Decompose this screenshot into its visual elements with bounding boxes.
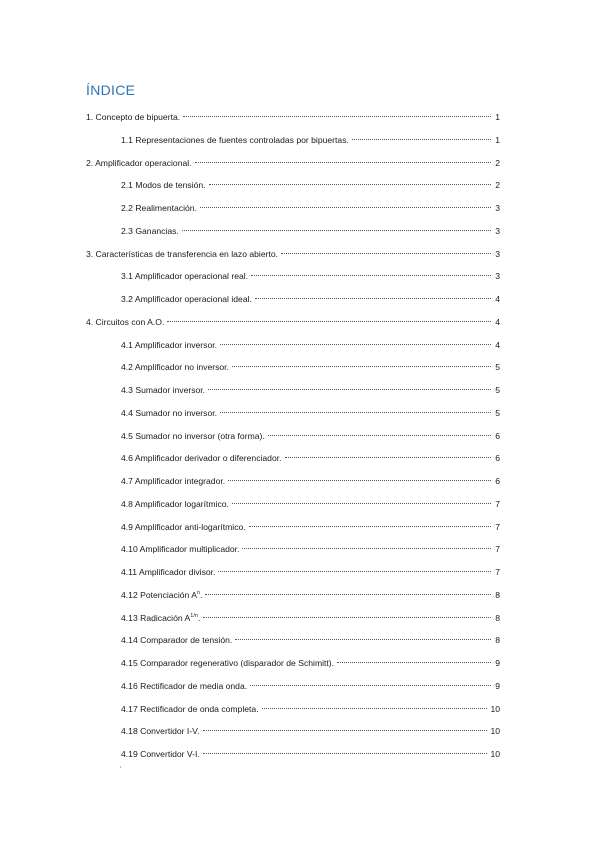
toc-entry[interactable]: [121, 383, 500, 397]
toc-page-number: 1: [495, 134, 500, 145]
toc-entry-text: 4.4 Sumador no inversor.: [121, 407, 218, 418]
toc-entry-text: 4.5 Sumador no inversor (otra forma).: [121, 430, 265, 441]
toc-page-number: 9: [495, 680, 500, 691]
toc-dot-leader: [200, 206, 491, 208]
toc-entry[interactable]: [121, 269, 500, 283]
toc-entry-label: [121, 383, 205, 397]
toc-dot-leader: [285, 456, 491, 458]
toc-entry-label: [121, 724, 200, 738]
toc-entry-text: 4.19 Convertidor V-I.: [121, 749, 200, 759]
toc-page-number: 5: [495, 362, 500, 373]
toc-entry-label: [121, 588, 202, 602]
toc-entry-text: 4.1 Amplificador inversor.: [121, 339, 218, 350]
toc-entry-text: 3.2 Amplificador operacional ideal.: [121, 294, 252, 304]
toc-entry[interactable]: [121, 724, 500, 738]
toc-entry-superscript: 1/n: [190, 612, 198, 619]
toc-entry-label: [121, 747, 200, 761]
toc-dot-leader: [251, 274, 491, 276]
toc-entry-text: 4. Circuitos con A.O.: [86, 316, 165, 327]
toc-entry[interactable]: [86, 247, 500, 261]
toc-entry-text: 4.9 Amplificador anti-logarítmico.: [121, 521, 246, 532]
toc-dot-leader: [262, 707, 488, 709]
toc-dot-leader: [249, 525, 491, 527]
toc-entry[interactable]: [121, 497, 500, 511]
toc-entry[interactable]: [121, 406, 500, 420]
toc-entry[interactable]: [121, 178, 500, 192]
toc-page-number: 10: [490, 703, 500, 714]
toc-page-number: 5: [495, 407, 500, 418]
toc-entry-label: [121, 338, 217, 352]
toc-entry-text: 4.17 Rectificador de onda completa.: [121, 703, 259, 714]
toc-page-number: 9: [495, 658, 500, 668]
toc-page-number: 7: [495, 544, 500, 555]
toc-entry-text: 4.11 Amplificador divisor.: [121, 567, 216, 577]
toc-page-number: 6: [495, 476, 500, 486]
toc-entry-label: [121, 474, 225, 488]
toc-page-number: 10: [490, 749, 500, 759]
toc-entry-text: 2.3 Ganancias.: [121, 225, 179, 236]
page-mark: [120, 766, 121, 768]
toc-entry-label: [121, 269, 248, 283]
toc-entry[interactable]: [86, 110, 500, 124]
toc-entry-label: [121, 133, 349, 147]
toc-entry-text: 4.12 Potenciación A: [121, 589, 197, 600]
toc-entry-text: 4.6 Amplificador derivador o diferenciador.: [121, 453, 282, 464]
toc-dot-leader: [268, 434, 491, 436]
toc-entry-label: [121, 656, 334, 670]
toc-entry-text: 2. Amplificador operacional.: [86, 157, 192, 168]
toc-page-number: 6: [495, 430, 500, 441]
toc-entry[interactable]: [121, 338, 500, 352]
toc-dot-leader: [218, 570, 491, 572]
toc-entry-superscript: n: [196, 589, 201, 596]
toc-dot-leader: [250, 684, 491, 686]
toc-entry[interactable]: [121, 679, 500, 693]
toc-entry-label: [121, 429, 265, 443]
toc-page-number: 5: [495, 385, 500, 395]
toc-entry-text: 4.3 Sumador inversor.: [121, 385, 206, 395]
toc-entry-label: [121, 406, 217, 420]
toc-entry-text: 4.7 Amplificador integrador.: [121, 476, 226, 486]
toc-page-number: 3: [495, 248, 500, 259]
toc-page-number: 8: [495, 635, 500, 646]
toc-entry-text: 1.1 Representaciones de fuentes controladas por bipuertas.: [121, 134, 349, 145]
toc-dot-leader: [228, 479, 491, 481]
toc-page-number: 4: [495, 294, 500, 304]
toc-entry[interactable]: [121, 542, 500, 556]
toc-entry-text-suffix: .: [200, 589, 203, 600]
toc-page-number: 7: [495, 567, 500, 577]
toc-entry-text: 4.10 Amplificador multiplicador.: [121, 544, 240, 555]
toc-entry-label: [121, 497, 229, 511]
toc-dot-leader: [182, 229, 491, 231]
toc-entry-label: [121, 451, 282, 465]
toc-entry-label: [121, 611, 200, 625]
toc-entry-text: 4.16 Rectificador de media onda.: [121, 680, 248, 691]
toc-dot-leader: [232, 365, 491, 367]
toc-entry-label: [86, 110, 180, 124]
toc-page-number: 7: [495, 521, 500, 532]
toc-page-number: 8: [495, 612, 500, 623]
toc-entry-text: 4.18 Convertidor I-V.: [121, 726, 200, 737]
toc-entry-text: 2.1 Modos de tensión.: [121, 180, 206, 191]
toc-dot-leader: [220, 411, 491, 413]
toc-entry-text: 4.15 Comparador regenerativo (disparador de Schimitt).: [121, 658, 335, 668]
toc-entry[interactable]: [121, 611, 500, 625]
toc-entry-text: 4.13 Radicación A: [121, 612, 191, 623]
toc-page-number: 6: [495, 453, 500, 464]
toc-page-number: 2: [495, 157, 500, 168]
toc-entry[interactable]: [121, 429, 500, 443]
toc-dot-leader: [242, 547, 491, 549]
toc-entry-text: 3.1 Amplificador operacional real.: [121, 271, 249, 282]
toc-page-number: 3: [495, 225, 500, 236]
toc-page-number: 7: [495, 498, 500, 509]
toc-entry-text: 1. Concepto de bipuerta.: [86, 112, 181, 122]
toc-entry[interactable]: [121, 201, 500, 215]
toc-entry-label: [121, 565, 215, 579]
toc-entry[interactable]: [121, 224, 500, 238]
toc-entry[interactable]: [121, 451, 500, 465]
toc-entry[interactable]: [121, 747, 500, 761]
toc-entry[interactable]: [121, 474, 500, 488]
toc-dot-leader: [235, 638, 491, 640]
toc-entry-label: [121, 360, 229, 374]
toc-title: ÍNDICE: [86, 82, 136, 98]
toc-dot-leader: [203, 616, 491, 618]
toc-dot-leader: [167, 320, 491, 322]
toc-dot-leader: [352, 138, 491, 140]
toc-entry[interactable]: [121, 633, 500, 647]
toc-page-number: 3: [495, 203, 500, 213]
toc-entry[interactable]: [121, 702, 500, 716]
toc-entry[interactable]: [86, 156, 500, 170]
toc-dot-leader: [203, 729, 488, 731]
toc-page-number: 3: [495, 271, 500, 282]
toc-entry-label: [121, 633, 232, 647]
toc-entry-label: [86, 247, 278, 261]
toc-dot-leader: [203, 752, 488, 754]
toc-entry-text: 4.8 Amplificador logarítmico.: [121, 498, 229, 509]
toc-entry-text: 4.2 Amplificador no inversor.: [121, 362, 229, 373]
toc-entry-label: [121, 224, 179, 238]
toc-entry[interactable]: [121, 565, 500, 579]
toc-entry-label: [121, 201, 197, 215]
toc-entry-label: [121, 520, 246, 534]
toc-page-number: 10: [490, 726, 500, 737]
toc-entry-text: 2.2 Realimentación.: [121, 203, 197, 213]
toc-entry-label: [86, 156, 192, 170]
toc-entry[interactable]: [121, 360, 500, 374]
toc-dot-leader: [183, 115, 491, 117]
toc-entry[interactable]: [86, 315, 500, 329]
toc-dot-leader: [209, 183, 491, 185]
toc-entry-text: 4.14 Comparador de tensión.: [121, 635, 233, 646]
toc-dot-leader: [205, 593, 491, 595]
toc-dot-leader: [220, 343, 491, 345]
toc-entry-label: [121, 702, 259, 716]
toc-dot-leader: [337, 661, 491, 663]
toc-page-number: 2: [495, 180, 500, 191]
toc-dot-leader: [281, 252, 491, 254]
toc-page-number: 8: [495, 589, 500, 600]
toc-entry-text: 3. Características de transferencia en lazo abierto.: [86, 248, 279, 259]
toc-page-number: 4: [495, 316, 500, 327]
toc-entry[interactable]: [121, 656, 500, 670]
toc-entry[interactable]: [121, 133, 500, 147]
toc-entry-text-suffix: .: [197, 612, 201, 623]
toc-entry-label: [121, 542, 239, 556]
toc-entry[interactable]: [121, 292, 500, 306]
toc-page-number: 1: [495, 112, 500, 122]
toc-entry[interactable]: [121, 520, 500, 534]
toc-entry[interactable]: [121, 588, 500, 602]
toc-entry-label: [121, 679, 247, 693]
toc-page-number: 4: [495, 339, 500, 350]
toc-entry-label: [121, 292, 252, 306]
toc-dot-leader: [208, 388, 491, 390]
toc-entry-label: [121, 178, 206, 192]
toc-dot-leader: [195, 161, 491, 163]
toc-entry-label: [86, 315, 164, 329]
toc-dot-leader: [232, 502, 491, 504]
toc-dot-leader: [255, 297, 491, 299]
